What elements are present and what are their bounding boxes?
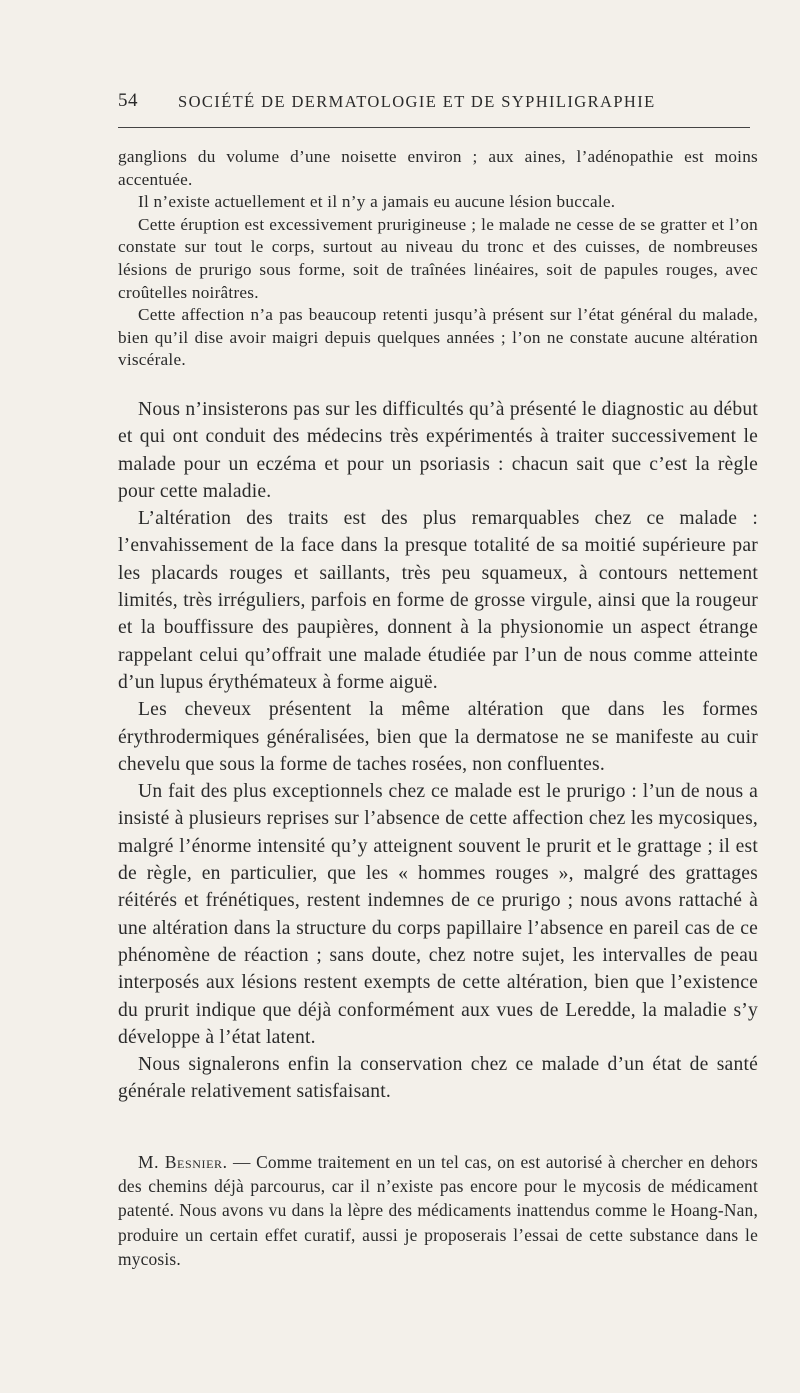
speaker-name: M. Besnier. (138, 1152, 228, 1172)
discussion-text: — Comme traitement en un tel cas, on est autorisé à chercher en dehors des chemins déjà parcourus, car il n’existe pas encore pour le mycosis de médicament patenté. Nous avons vu dans la lèpre des médicaments inattendus comme le Hoang-Nan, produire un certain effet curatif, aussi je proposerais l’essai de cette substance dans le mycosis. (118, 1152, 758, 1269)
discussion (118, 1150, 758, 1271)
commentary-paragraph: Nous n’insisterons pas sur les difficultés qu’à présenté le diagnostic au début et qui ont conduit des médecins très expérimentés à traiter successivement le malade pour un eczéma et pour un psoriasis : chacun sait que c’est la règle pour cette maladie. (118, 399, 758, 502)
case-observation (118, 146, 758, 372)
case-commentary (118, 396, 758, 1106)
page-header (118, 86, 758, 116)
commentary-paragraph: Un fait des plus exceptionnels chez ce malade est le prurigo : l’un de nous a insisté à plusieurs reprises sur l’absence de cette affection chez les mycosiques, malgré l’énorme intensité qu’y atteignent souvent le prurit et le grattage ; il est de règle, en particulier, que les « hommes rouges », malgré des grattages réitérés et frénétiques, restent indemnes de ce prurigo ; nous avons rattaché à une altération dans la structure du corps papillaire l’absence en pareil cas de ce phénomène de réaction ; sans doute, chez notre sujet, les intervalles de peau interposés aux lésions restent exempts de cette altération, bien que l’existence du prurit indique que déjà conformément aux vues de Leredde, la maladie s’y développe à l’état latent. (118, 781, 758, 1048)
observation-paragraph: Cette affection n’a pas beaucoup retenti jusqu’à présent sur l’état général du malade, bien qu’il dise avoir maigri depuis quelques années ; l’on ne constate aucune altération viscérale. (118, 305, 758, 370)
observation-paragraph: Il n’existe actuellement et il n’y a jamais eu aucune lésion buccale. (138, 192, 616, 212)
commentary-paragraph: Les cheveux présentent la même altération que dans les formes érythrodermiques généralisées, bien que la dermatose ne se manifeste au cuir chevelu que sous la forme de taches rosées, non confluentes. (118, 699, 758, 775)
observation-paragraph: ganglions du volume d’une noisette environ ; aux aines, l’adénopathie est moins accentuée. (118, 147, 758, 189)
commentary-paragraph: L’altération des traits est des plus remarquables chez ce malade : l’envahissement de la face dans la presque totalité de sa moitié supérieure par les placards rouges et saillants, très peu squameux, à contours nettement limités, très irréguliers, parfois en forme de grosse virgule, ainsi que la rougeur et la bouffissure des paupières, donnent à la physionomie un aspect étrange rappelant celui qu’offrait une malade étudiée par l’un de nous comme atteinte d’un lupus érythémateux à forme aiguë. (118, 508, 758, 693)
commentary-paragraph: Nous signalerons enfin la conservation chez ce malade d’un état de santé générale relativement satisfaisant. (118, 1054, 758, 1103)
page-number: 54 (118, 90, 138, 111)
running-head: SOCIÉTÉ DE DERMATOLOGIE ET DE SYPHILIGRAPHIE (178, 92, 656, 111)
discussion-paragraph (118, 1150, 758, 1271)
header-rule (118, 127, 750, 128)
observation-paragraph: Cette éruption est excessivement prurigineuse ; le malade ne cesse de se gratter et l’on constate sur tout le corps, surtout au niveau du tronc et des cuisses, de nombreuses lésions de prurigo sous forme, soit de traînées linéaires, soit de papules rouges, avec croûtelles noirâtres. (118, 214, 758, 302)
